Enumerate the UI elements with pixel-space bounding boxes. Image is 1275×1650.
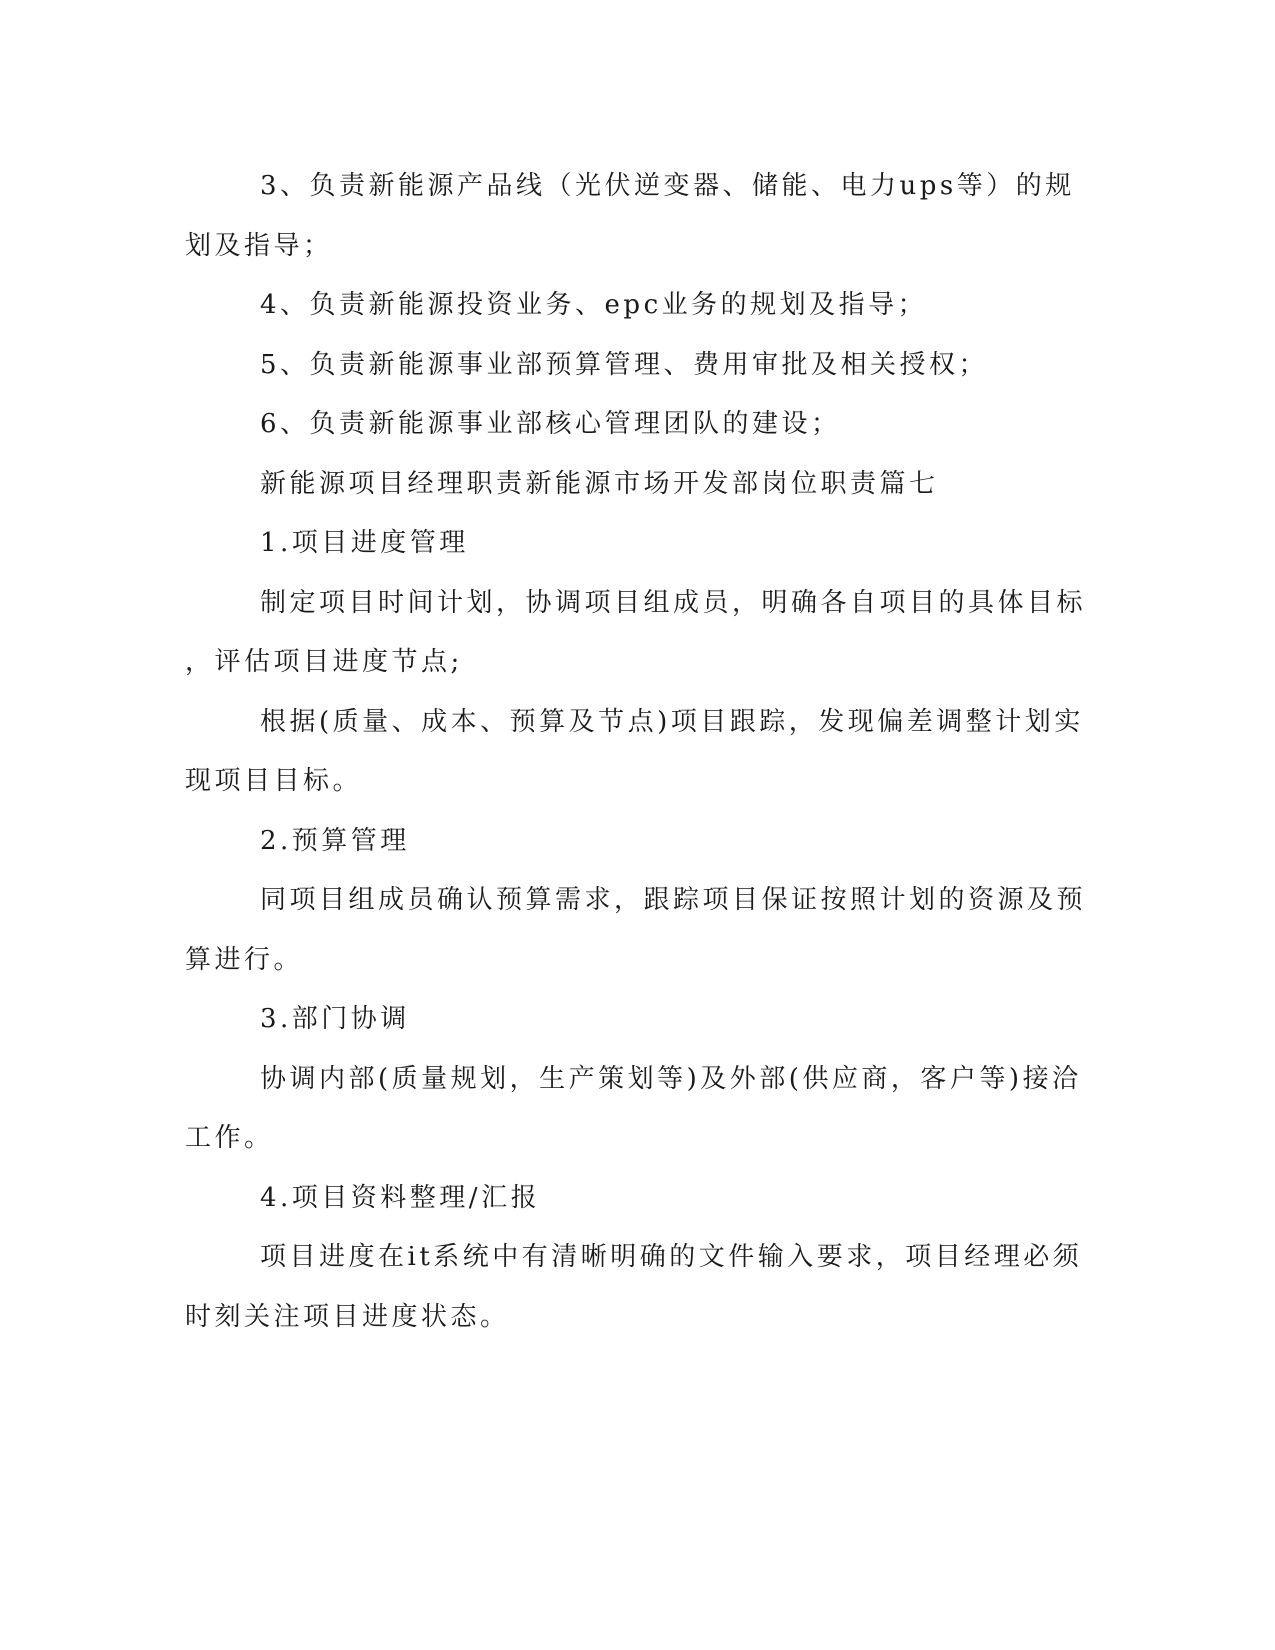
text-line: ，评估项目进度节点; xyxy=(185,647,463,677)
text-line: 同项目组成员确认预算需求，跟踪项目保证按照计划的资源及预 xyxy=(260,885,1087,915)
text-line: 现项目目标。 xyxy=(185,766,363,796)
text-line: 6、负责新能源事业部核心管理团队的建设； xyxy=(260,409,841,439)
text-line: 工作。 xyxy=(185,1123,274,1153)
subheading: 1.项目进度管理 xyxy=(260,528,469,558)
text-line: 制定项目时间计划，协调项目组成员，明确各自项目的具体目标 xyxy=(260,587,1087,618)
subheading: 4.项目资料整理/汇报 xyxy=(260,1182,541,1213)
subheading: 2.预算管理 xyxy=(260,825,410,856)
text-line: 划及指导； xyxy=(185,230,333,261)
text-line: 4、负责新能源投资业务、epc业务的规划及指导； xyxy=(260,290,928,320)
section-heading: 新能源项目经理职责新能源市场开发部岗位职责篇七 xyxy=(260,468,939,499)
text-line: 项目进度在it系统中有清晰明确的文件输入要求，项目经理必须 xyxy=(260,1242,1083,1272)
text-line: 根据(质量、成本、预算及节点)项目跟踪，发现偏差调整计划实 xyxy=(260,706,1084,737)
text-line: 3、负责新能源产品线（光伏逆变器、储能、电力ups等）的规 xyxy=(260,171,1075,201)
subheading: 3.部门协调 xyxy=(260,1004,410,1034)
text-line: 算进行。 xyxy=(185,944,304,975)
text-line: 时刻关注项目进度状态。 xyxy=(185,1301,510,1332)
text-line: 5、负责新能源事业部预算管理、费用审批及相关授权； xyxy=(260,349,989,380)
text-line: 协调内部(质量规划，生产策划等)及外部(供应商，客户等)接洽 xyxy=(260,1063,1082,1094)
document-body xyxy=(185,157,1087,1347)
